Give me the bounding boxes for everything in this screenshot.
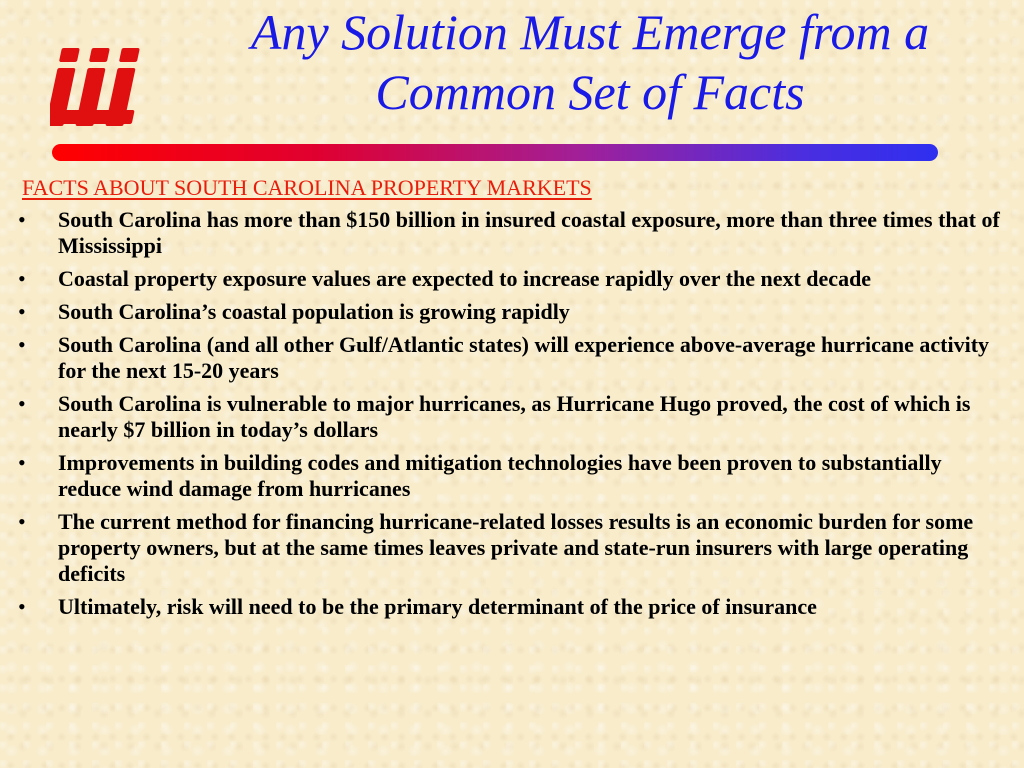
bullet-text: Improvements in building codes and mitigation technologies have been proven to substantially reduce wind damage from hurricanes xyxy=(58,450,942,501)
title-line-1: Any Solution Must Emerge from a xyxy=(250,4,930,60)
bullet-icon: • xyxy=(18,266,26,291)
slide-title xyxy=(180,2,1000,122)
section-heading: FACTS ABOUT SOUTH CAROLINA PROPERTY MARKETS xyxy=(22,175,592,200)
list-item xyxy=(0,266,1000,292)
bullet-icon: • xyxy=(18,299,26,324)
bullet-text: The current method for financing hurricane-related losses results is an economic burden for some property owners, but at the same times leaves private and state-run insurers with large operating deficits xyxy=(58,509,974,586)
list-item xyxy=(0,594,1000,620)
list-item xyxy=(0,450,1000,502)
bullet-list xyxy=(0,207,1000,627)
list-item xyxy=(0,509,1000,587)
list-item xyxy=(0,207,1000,259)
bullet-icon: • xyxy=(18,332,26,357)
iii-logo xyxy=(50,38,150,136)
bullet-icon: • xyxy=(18,207,26,232)
bullet-text: Ultimately, risk will need to be the primary determinant of the price of insurance xyxy=(58,594,817,619)
bullet-text: Coastal property exposure values are expected to increase rapidly over the next decade xyxy=(58,266,872,291)
bullet-text: South Carolina (and all other Gulf/Atlantic states) will experience above-average hurricane activity for the next 15-20 years xyxy=(58,332,990,383)
bullet-text: South Carolina has more than $150 billion in insured coastal exposure, more than three times that of Mississippi xyxy=(58,207,1000,258)
gradient-divider xyxy=(52,144,938,161)
list-item xyxy=(0,299,1000,325)
bullet-icon: • xyxy=(18,594,26,619)
title-line-2: Common Set of Facts xyxy=(375,64,805,120)
list-item xyxy=(0,391,1000,443)
bullet-icon: • xyxy=(18,509,26,534)
bullet-text: South Carolina is vulnerable to major hurricanes, as Hurricane Hugo proved, the cost of which is nearly $7 billion in today’s dollars xyxy=(58,391,971,442)
bullet-icon: • xyxy=(18,450,26,475)
bullet-icon: • xyxy=(18,391,26,416)
bullet-text: South Carolina’s coastal population is growing rapidly xyxy=(58,299,570,324)
list-item xyxy=(0,332,1000,384)
